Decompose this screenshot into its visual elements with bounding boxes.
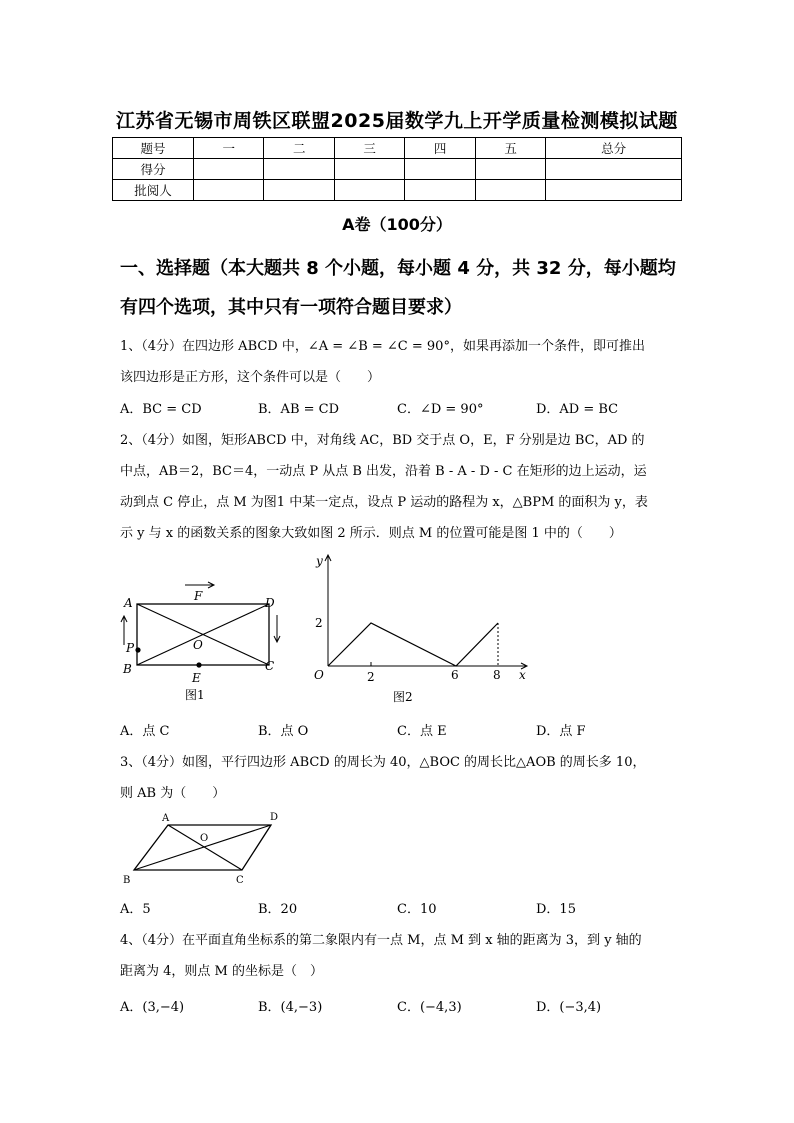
q3-line1: 3、（4分）如图，平行四边形 ABCD 的周长为 40，△BOC 的周长比△AOB 的周长多 10， bbox=[120, 755, 646, 770]
label-e: E bbox=[192, 671, 201, 685]
score-table-row bbox=[113, 180, 682, 201]
x-tick-label-8: 8 bbox=[493, 668, 501, 682]
table-cell: 五 bbox=[475, 138, 545, 159]
score-table-row bbox=[113, 159, 682, 180]
label-o: O bbox=[193, 638, 203, 652]
y-axis-label: y bbox=[316, 554, 323, 568]
point-p bbox=[135, 647, 140, 652]
table-cell: 批阅人 bbox=[113, 180, 194, 201]
table-cell bbox=[546, 180, 682, 201]
q4-line1: 4、（4分）在平面直角坐标系的第二象限内有一点 M，点 M 到 x 轴的距离为 3，到 y 轴的 bbox=[120, 933, 642, 948]
table-cell bbox=[475, 159, 545, 180]
label-d: D bbox=[265, 596, 275, 610]
table-cell bbox=[405, 159, 475, 180]
q1-option-a: A．BC = CD bbox=[120, 402, 202, 417]
table-cell bbox=[264, 180, 334, 201]
part1-heading-line2: 有四个选项，其中只有一项符合题目要求） bbox=[120, 297, 462, 318]
function-graph bbox=[328, 623, 498, 666]
q1-line2: 该四边形是正方形，这个条件可以是（ ） bbox=[120, 370, 381, 385]
q2-figure2-graph bbox=[300, 548, 540, 708]
part1-heading-line1: 一、选择题（本大题共 8 个小题，每小题 4 分，共 32 分，每小题均 bbox=[120, 258, 676, 279]
point-e bbox=[196, 662, 201, 667]
label-b: B bbox=[123, 662, 132, 676]
q3-option-c: C．10 bbox=[397, 902, 437, 917]
table-cell: 四 bbox=[405, 138, 475, 159]
table-cell bbox=[334, 180, 404, 201]
table-cell bbox=[194, 159, 264, 180]
q2-option-a: A．点 C bbox=[120, 724, 170, 739]
q4-option-d: D．(−3,4) bbox=[536, 1000, 602, 1015]
q4-option-b: B．(4,−3) bbox=[258, 1000, 323, 1015]
q2-line3: 动到点 C 停止，点 M 为图1 中某一定点，设点 P 运动的路程为 x，△BPM 的面积为 y，表 bbox=[120, 495, 648, 510]
x-tick-label-6: 6 bbox=[451, 668, 459, 682]
q2-line4: 示 y 与 x 的函数关系的图象大致如图 2 所示．则点 M 的位置可能是图 1 中的（ ） bbox=[120, 526, 622, 541]
q1-option-c: C．∠D = 90° bbox=[397, 402, 484, 417]
table-cell: 三 bbox=[334, 138, 404, 159]
table-cell: 一 bbox=[194, 138, 264, 159]
q3-option-d: D．15 bbox=[536, 902, 576, 917]
score-table-header-row bbox=[113, 138, 682, 159]
label-b: B bbox=[123, 875, 131, 886]
label-a: A bbox=[124, 596, 133, 610]
figure2-caption: 图2 bbox=[393, 690, 413, 704]
q4-option-a: A．(3,−4) bbox=[120, 1000, 185, 1015]
q4-option-c: C．(−4,3) bbox=[397, 1000, 462, 1015]
table-cell bbox=[475, 180, 545, 201]
y-tick-label-2: 2 bbox=[315, 616, 323, 630]
score-table bbox=[112, 137, 682, 201]
q2-option-b: B．点 O bbox=[258, 724, 309, 739]
table-cell: 题号 bbox=[113, 138, 194, 159]
q2-line1: 2、（4分）如图，矩形ABCD 中，对角线 AC，BD 交于点 O，E，F 分别是边 BC，AD 的 bbox=[120, 433, 645, 448]
q2-figure1 bbox=[115, 575, 285, 705]
x-axis-label: x bbox=[519, 668, 526, 682]
q3-line2: 则 AB 为（ ） bbox=[120, 786, 226, 801]
q1-option-d: D．AD = BC bbox=[536, 402, 619, 417]
section-a-title: A卷（100分） bbox=[342, 215, 452, 234]
q3-option-b: B．20 bbox=[258, 902, 298, 917]
q2-line2: 中点，AB＝2，BC＝4，一动点 P 从点 B 出发，沿着 B - A - D - C 在矩形的边上运动，运 bbox=[120, 464, 647, 479]
table-cell: 总分 bbox=[546, 138, 682, 159]
q3-figure-parallelogram bbox=[118, 808, 288, 890]
q3-option-a: A．5 bbox=[120, 902, 151, 917]
origin-label: O bbox=[314, 668, 324, 682]
diagonal-bd bbox=[134, 825, 271, 870]
q4-line2: 距离为 4，则点 M 的坐标是（ ） bbox=[120, 964, 323, 979]
document-title: 江苏省无锡市周铁区联盟2025届数学九上开学质量检测模拟试题 bbox=[116, 110, 678, 132]
figure1-caption: 图1 bbox=[185, 688, 205, 702]
table-cell bbox=[546, 159, 682, 180]
table-cell bbox=[405, 180, 475, 201]
q2-option-d: D．点 F bbox=[536, 724, 586, 739]
table-cell bbox=[264, 159, 334, 180]
q2-option-c: C．点 E bbox=[397, 724, 447, 739]
q1-line1: 1、（4分）在四边形 ABCD 中，∠A = ∠B = ∠C = 90°，如果再添加一个条件，即可推出 bbox=[120, 339, 645, 354]
table-cell: 得分 bbox=[113, 159, 194, 180]
q1-option-b: B．AB = CD bbox=[258, 402, 340, 417]
diagonal-ac bbox=[168, 825, 242, 870]
label-o: O bbox=[200, 833, 209, 844]
label-c: C bbox=[265, 659, 275, 673]
label-f: F bbox=[194, 589, 203, 603]
label-a: A bbox=[162, 813, 170, 824]
label-d: D bbox=[270, 812, 279, 823]
label-p: P bbox=[126, 641, 135, 655]
table-cell bbox=[194, 180, 264, 201]
x-tick-label-2: 2 bbox=[367, 670, 375, 684]
table-cell bbox=[334, 159, 404, 180]
label-c: C bbox=[236, 875, 244, 886]
table-cell: 二 bbox=[264, 138, 334, 159]
